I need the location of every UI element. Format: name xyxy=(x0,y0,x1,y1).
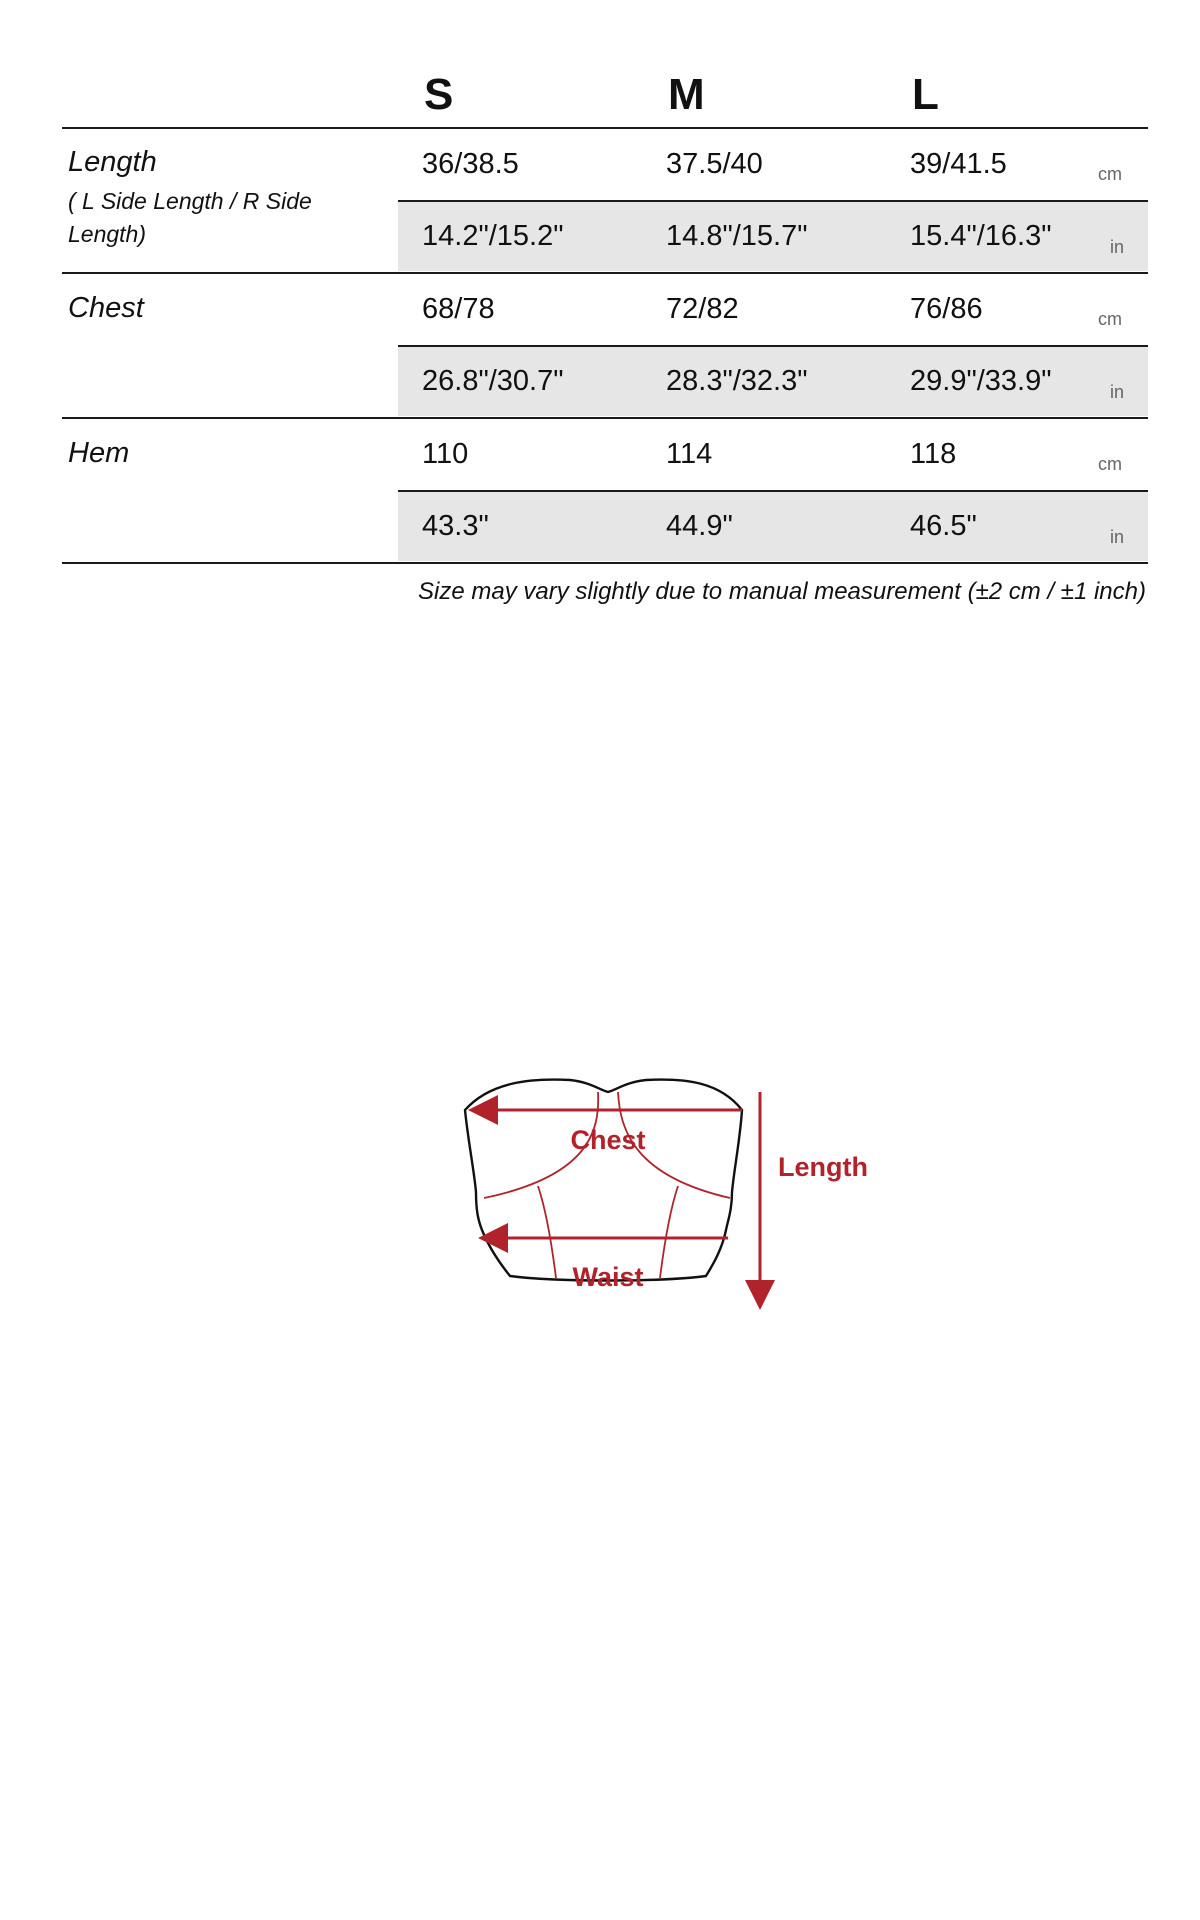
unit-in: in xyxy=(1110,527,1125,547)
unit-cm: cm xyxy=(1098,454,1122,474)
table-divider xyxy=(62,417,1148,419)
cell-chest-m-in: 28.3"/32.3" xyxy=(666,365,808,397)
unit-in: in xyxy=(1110,237,1125,257)
cell-length-l-cm: 39/41.5 xyxy=(910,148,1007,180)
size-header-l: L xyxy=(912,70,939,119)
cell-hem-s-cm: 110 xyxy=(422,438,469,470)
unit-cm: cm xyxy=(1098,164,1122,184)
cell-length-l-in: 15.4"/16.3" xyxy=(910,220,1052,252)
size-header-s: S xyxy=(424,70,454,119)
diagram-label-length: Length xyxy=(778,1152,868,1182)
table-divider xyxy=(62,562,1148,564)
row-sublabel-length: ( L Side Length / R Side Length) xyxy=(68,188,312,247)
diagram-label-chest: Chest xyxy=(570,1125,646,1155)
cell-length-s-cm: 36/38.5 xyxy=(422,148,519,180)
table-divider xyxy=(398,345,1148,347)
unit-in: in xyxy=(1110,382,1125,402)
table-divider xyxy=(398,490,1148,492)
cell-hem-m-cm: 114 xyxy=(666,438,713,470)
cell-hem-m-in: 44.9" xyxy=(666,510,733,542)
cell-chest-l-in: 29.9"/33.9" xyxy=(910,365,1052,397)
cell-chest-s-cm: 68/78 xyxy=(422,293,495,325)
row-label-length: Length xyxy=(68,146,157,178)
measurement-note: Size may vary slightly due to manual measurement (±2 cm / ±1 inch) xyxy=(418,578,1146,605)
table-divider xyxy=(62,272,1148,274)
diagram-label-waist: Waist xyxy=(572,1262,644,1292)
row-bg-hem-in xyxy=(398,491,1148,561)
cell-chest-m-cm: 72/82 xyxy=(666,293,739,325)
cell-length-s-in: 14.2"/15.2" xyxy=(422,220,564,252)
cell-length-m-in: 14.8"/15.7" xyxy=(666,220,808,252)
unit-cm: cm xyxy=(1098,309,1122,329)
row-label-chest: Chest xyxy=(68,292,144,324)
size-header-m: M xyxy=(668,70,705,119)
row-label-hem: Hem xyxy=(68,437,130,469)
cell-chest-l-cm: 76/86 xyxy=(910,293,983,325)
cell-hem-l-in: 46.5" xyxy=(910,510,977,542)
cell-hem-l-cm: 118 xyxy=(910,438,957,470)
garment-diagram xyxy=(450,1070,870,1330)
cell-hem-s-in: 43.3" xyxy=(422,510,489,542)
cell-length-m-cm: 37.5/40 xyxy=(666,148,763,180)
table-divider xyxy=(398,200,1148,202)
cell-chest-s-in: 26.8"/30.7" xyxy=(422,365,564,397)
table-divider xyxy=(62,127,1148,129)
